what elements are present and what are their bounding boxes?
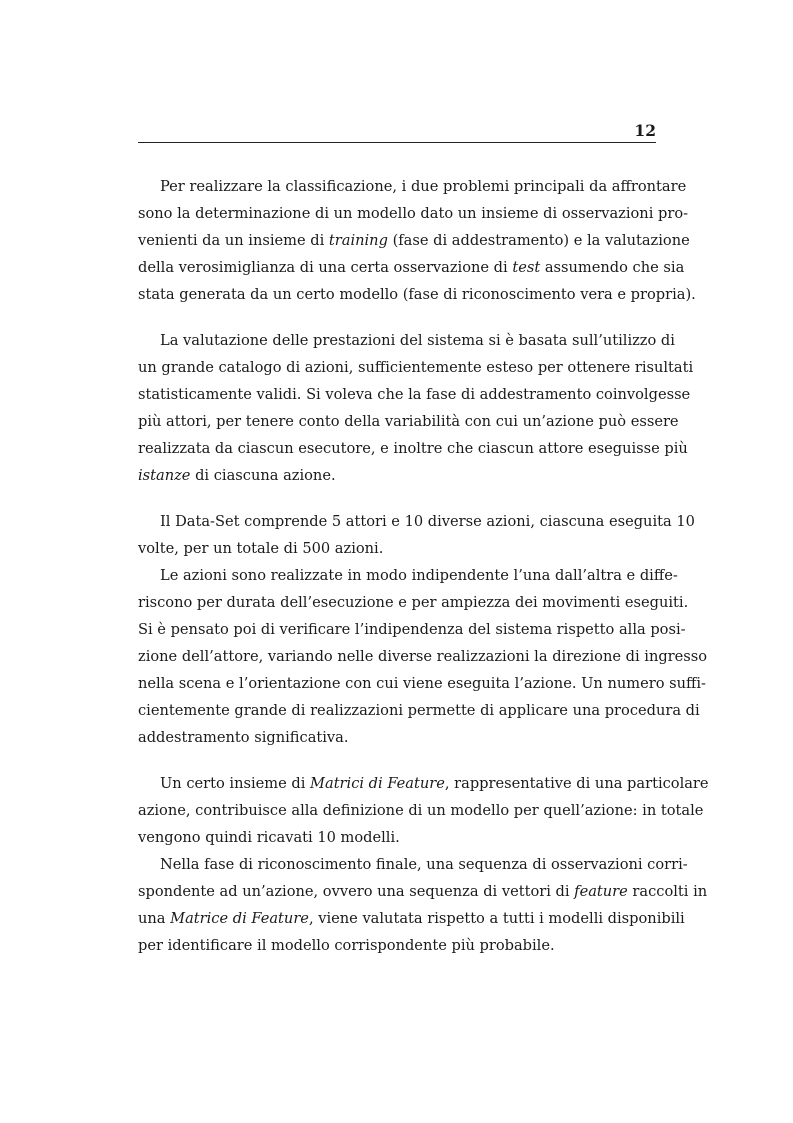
text-line: [138, 770, 709, 797]
text-line: [138, 724, 656, 751]
text-line: [138, 227, 690, 254]
text-segment: raccolti in: [627, 883, 708, 900]
italic-term: test: [512, 259, 541, 276]
page-number: 12: [634, 121, 656, 140]
paragraph-gap: [138, 489, 656, 508]
text-line: [138, 932, 656, 959]
text-segment: (fase di addestramento) e la valutazione: [387, 232, 690, 249]
text-line: [138, 354, 694, 381]
text-segment: , rappresentative di una particolare: [444, 775, 709, 792]
text-segment: di ciascuna azione.: [190, 467, 336, 484]
text-segment: più attori, per tenere conto della variabilità con cui un’azione può essere: [138, 413, 679, 430]
text-segment: venienti da un insieme di: [138, 232, 329, 249]
text-segment: statisticamente validi. Si voleva che la fase di addestramento coinvolgesse: [138, 386, 691, 403]
italic-term: Matrici di Feature: [310, 775, 445, 792]
text-segment: Il Data-Set comprende 5 attori e 10 diverse azioni, ciascuna eseguita 10: [160, 513, 695, 530]
text-segment: addestramento significativa.: [138, 729, 349, 746]
text-segment: riscono per durata dell’esecuzione e per ampiezza dei movimenti eseguiti.: [138, 594, 689, 611]
text-line: [138, 643, 708, 670]
text-line: [138, 589, 689, 616]
text-segment: La valutazione delle prestazioni del sistema si è basata sull’utilizzo di: [160, 332, 675, 349]
text-line: [138, 381, 691, 408]
text-line: [138, 254, 685, 281]
text-line: [138, 824, 656, 851]
text-segment: realizzata da ciascun esecutore, e inoltre che ciascun attore eseguisse più: [138, 440, 688, 457]
text-segment: Un certo insieme di: [160, 775, 311, 792]
text-line: [138, 508, 695, 535]
text-line: [138, 173, 687, 200]
paragraph-gap: [138, 308, 656, 327]
page-header: [138, 118, 656, 143]
text-line: [138, 462, 656, 489]
text-line: [138, 200, 689, 227]
text-line: [138, 851, 688, 878]
paragraph: [138, 770, 709, 851]
text-line: [138, 616, 686, 643]
text-segment: azione, contribuisce alla definizione di un modello per quell’azione: in totale: [138, 802, 704, 819]
text-segment: una: [138, 910, 171, 927]
text-line: [138, 905, 685, 932]
text-segment: volte, per un totale di 500 azioni.: [138, 540, 384, 557]
text-line: [138, 670, 706, 697]
paragraph: [138, 562, 708, 751]
paragraph-gap: [138, 751, 656, 770]
text-line: [138, 797, 704, 824]
text-line: [138, 562, 678, 589]
text-segment: sono la determinazione di un modello dato un insieme di osservazioni pro-: [138, 205, 689, 222]
paragraph: [138, 327, 694, 489]
text-line: [138, 535, 656, 562]
text-segment: assumendo che sia: [540, 259, 685, 276]
text-segment: Si è pensato poi di verificare l’indipendenza del sistema rispetto alla posi-: [138, 621, 686, 638]
body-text: [138, 173, 709, 959]
text-segment: Le azioni sono realizzate in modo indipendente l’una dall’altra e diffe-: [160, 567, 678, 584]
text-segment: cientemente grande di realizzazioni permette di applicare una procedura di: [138, 702, 700, 719]
text-line: [138, 327, 675, 354]
text-segment: vengono quindi ricavati 10 modelli.: [138, 829, 400, 846]
paragraph: [138, 173, 696, 308]
text-segment: per identificare il modello corrispondente più probabile.: [138, 937, 555, 954]
text-segment: nella scena e l’orientazione con cui viene eseguita l’azione. Un numero suffi-: [138, 675, 706, 692]
text-line: [138, 435, 688, 462]
paragraph: [138, 508, 695, 562]
text-line: [138, 697, 700, 724]
text-segment: stata generata da un certo modello (fase di riconoscimento vera e propria).: [138, 286, 696, 303]
italic-term: istanze: [138, 467, 191, 484]
text-segment: Per realizzare la classificazione, i due problemi principali da affrontare: [160, 178, 687, 195]
italic-term: feature: [574, 883, 628, 900]
text-line: [138, 408, 679, 435]
text-segment: zione dell’attore, variando nelle diverse realizzazioni la direzione di ingresso: [138, 648, 708, 665]
paragraph: [138, 851, 708, 959]
text-line: [138, 878, 708, 905]
text-segment: spondente ad un’azione, ovvero una sequenza di vettori di: [138, 883, 575, 900]
text-line: [138, 281, 696, 308]
text-segment: un grande catalogo di azioni, sufficientemente esteso per ottenere risultati: [138, 359, 694, 376]
text-segment: Nella fase di riconoscimento finale, una sequenza di osservazioni corri-: [160, 856, 688, 873]
italic-term: training: [328, 232, 388, 249]
text-segment: della verosimiglianza di una certa osservazione di: [138, 259, 513, 276]
text-segment: , viene valutata rispetto a tutti i modelli disponibili: [308, 910, 685, 927]
italic-term: Matrice di Feature: [170, 910, 309, 927]
